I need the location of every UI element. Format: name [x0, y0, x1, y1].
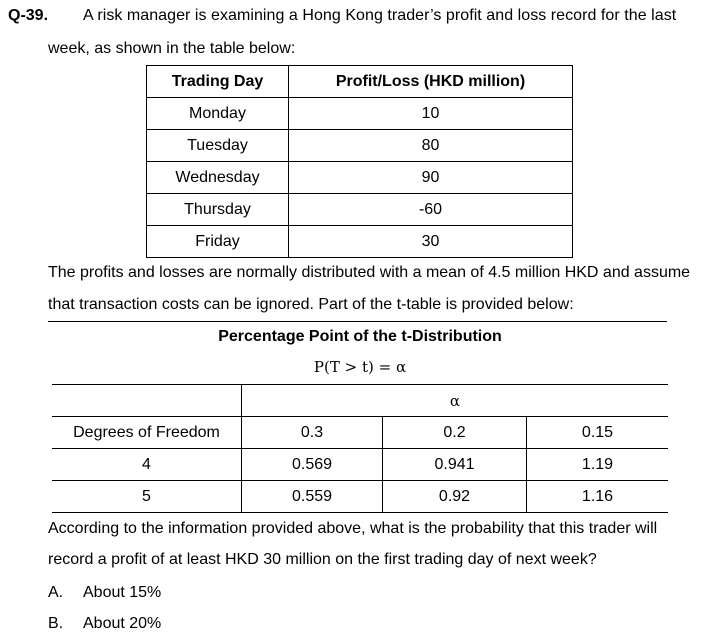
column-header-alpha-0-2: 0.2 — [383, 417, 527, 449]
question-line-2: week, as shown in the table below: — [48, 40, 296, 57]
column-header-profit-loss: Profit/Loss (HKD million) — [289, 66, 573, 98]
column-header-degrees-of-freedom: Degrees of Freedom — [52, 417, 242, 449]
t-value-cell: 0.92 — [383, 481, 527, 513]
table-row — [147, 194, 573, 226]
table-row — [52, 449, 668, 481]
distribution-paragraph-line-2: that transaction costs can be ignored. Part of the t-table is provided below: — [48, 296, 574, 313]
t-table-formula: P(T > t) = α — [313, 358, 407, 376]
df-cell: 5 — [52, 481, 242, 513]
option-a-text: About 15% — [83, 584, 162, 601]
option-b-text: About 20% — [83, 615, 162, 632]
option-a[interactable] — [48, 584, 161, 602]
question-number: Q-39. — [8, 7, 49, 24]
table-row — [147, 130, 573, 162]
question-prompt-line-1: According to the information provided above, what is the probability that this trader will — [48, 520, 658, 537]
question-line-1: A risk manager is examining a Hong Kong trader’s profit and loss record for the last — [83, 7, 677, 24]
option-a-label: A. — [48, 584, 64, 601]
t-value-cell: 0.559 — [242, 481, 383, 513]
option-b[interactable] — [48, 615, 161, 633]
pl-cell: 80 — [289, 130, 573, 162]
day-cell: Tuesday — [147, 130, 289, 162]
pl-cell: 30 — [289, 226, 573, 258]
empty-cell — [52, 385, 242, 417]
day-cell: Thursday — [147, 194, 289, 226]
day-cell: Wednesday — [147, 162, 289, 194]
distribution-paragraph-line-1: The profits and losses are normally distributed with a mean of 4.5 million HKD and assume — [48, 264, 691, 281]
t-value-cell: 0.569 — [242, 449, 383, 481]
table-row — [147, 98, 573, 130]
profit-loss-table — [146, 65, 573, 258]
t-table-title: Percentage Point of the t-Distribution — [218, 328, 502, 345]
table-header-row — [52, 417, 668, 449]
pl-cell: 10 — [289, 98, 573, 130]
column-header-trading-day: Trading Day — [147, 66, 289, 98]
option-b-label: B. — [48, 615, 64, 632]
question-prompt-line-2: record a profit of at least HKD 30 million on the first trading day of next week? — [48, 551, 597, 568]
t-value-cell: 0.941 — [383, 449, 527, 481]
table-row — [147, 226, 573, 258]
question-intro — [8, 6, 704, 26]
column-header-alpha-0-3: 0.3 — [242, 417, 383, 449]
df-cell: 4 — [52, 449, 242, 481]
day-cell: Monday — [147, 98, 289, 130]
table-header-row — [147, 66, 573, 98]
alpha-row — [52, 385, 668, 417]
pl-cell: -60 — [289, 194, 573, 226]
t-value-cell: 1.19 — [527, 449, 669, 481]
t-value-cell: 1.16 — [527, 481, 669, 513]
table-row — [147, 162, 573, 194]
divider — [48, 321, 667, 322]
t-distribution-table — [52, 384, 668, 513]
day-cell: Friday — [147, 226, 289, 258]
table-row — [52, 481, 668, 513]
pl-cell: 90 — [289, 162, 573, 194]
column-header-alpha-0-15: 0.15 — [527, 417, 669, 449]
alpha-header: α — [242, 385, 669, 417]
